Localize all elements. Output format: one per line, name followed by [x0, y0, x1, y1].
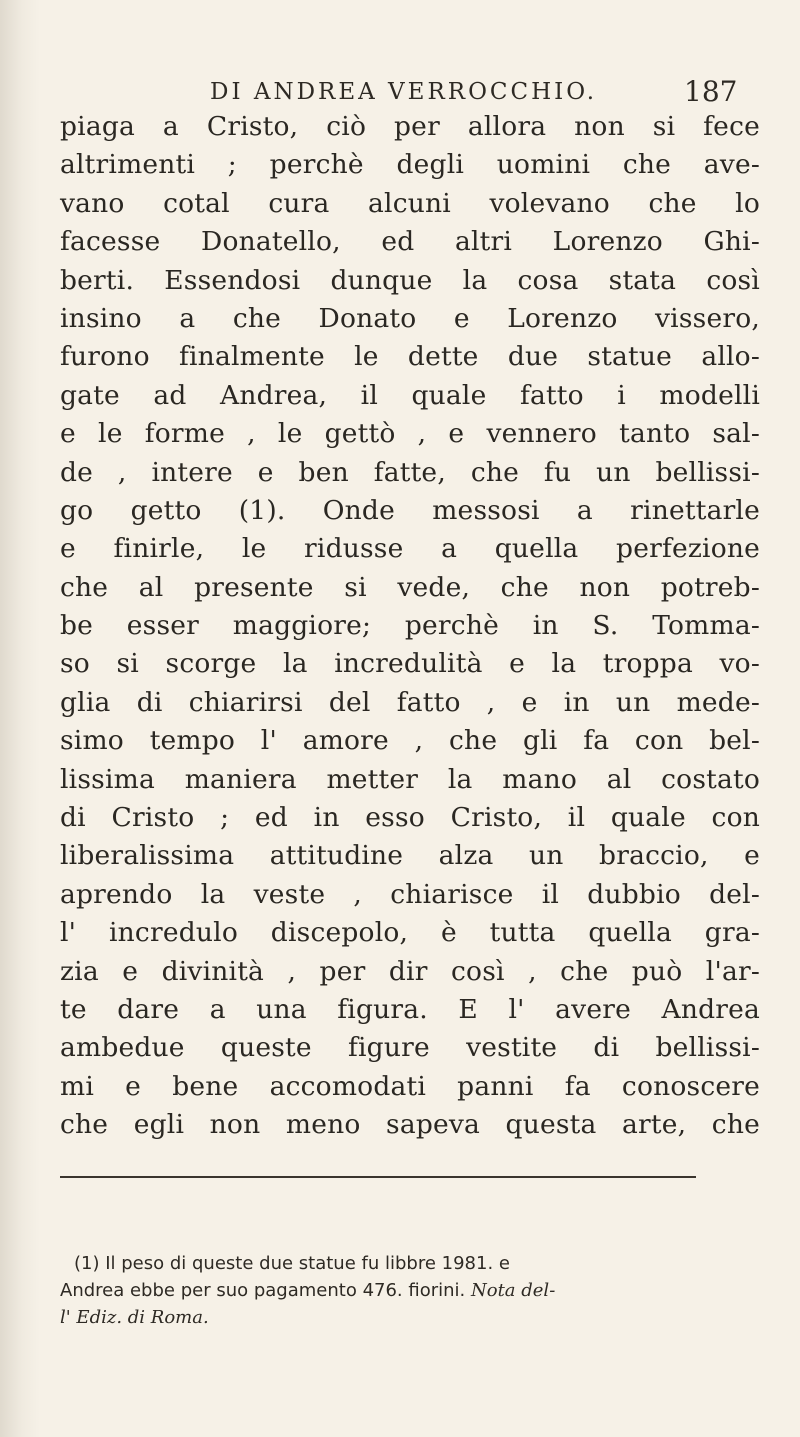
text-line: be esser maggiore; perchè in S. Tomma-: [60, 610, 760, 642]
text-line: altrimenti ; perchè degli uomini che ave-: [60, 149, 760, 181]
footnote-line: (1) Il peso di queste due statue fu libbre 1981. e: [74, 1253, 510, 1274]
text-line: mi e bene accomodati panni fa conoscere: [60, 1070, 760, 1102]
text-line: e finirle, le ridusse a quella perfezione: [60, 533, 760, 565]
text-line: piaga a Cristo, ciò per allora non si fece: [60, 111, 760, 142]
text-line: liberalissima attitudine alza un braccio, e: [60, 840, 760, 872]
text-line: te dare a una figura. E l' avere Andrea: [60, 993, 760, 1025]
footnote: [60, 1250, 760, 1331]
text-line: zia e divinità , per dir così , che può l'ar-: [60, 955, 760, 987]
main-text: [60, 108, 760, 1145]
text-line: glia di chiarirsi del fatto , e in un mede-: [60, 686, 760, 718]
text-line: lissima maniera metter la mano al costato: [60, 763, 760, 795]
footnote-divider: [60, 1176, 696, 1178]
text-line: go getto (1). Onde messosi a rinettarle: [60, 494, 760, 526]
text-line: vano cotal cura alcuni volevano che lo: [60, 187, 760, 219]
text-line: furono finalmente le dette due statue allo-: [60, 341, 760, 373]
footnote-text: Andrea ebbe per suo pagamento 476. fiorini.: [60, 1280, 466, 1301]
footnote-edition-label: l' Ediz. di Roma.: [60, 1307, 209, 1328]
text-line: de , intere e ben fatte, che fu un bellissi-: [60, 456, 760, 488]
text-line: che al presente si vede, che non potreb-: [60, 571, 760, 603]
text-line: insino a che Donato e Lorenzo vissero,: [60, 302, 760, 334]
footnote-line: [60, 1277, 760, 1304]
page-number: 187: [684, 75, 738, 108]
text-line: so si scorge la incredulità e la troppa vo-: [60, 648, 760, 680]
running-title: DI ANDREA VERROCCHIO.: [210, 79, 598, 105]
footnote-note-label: Nota del-: [470, 1280, 556, 1301]
text-line: e le forme , le gettò , e vennero tanto sal-: [60, 418, 760, 450]
text-line: l' incredulo discepolo, è tutta quella gra-: [60, 917, 760, 949]
text-line: di Cristo ; ed in esso Cristo, il quale con: [60, 802, 760, 834]
text-line: facesse Donatello, ed altri Lorenzo Ghi-: [60, 226, 760, 258]
text-line: berti. Essendosi dunque la cosa stata così: [60, 264, 760, 296]
text-line: simo tempo l' amore , che gli fa con bel-: [60, 725, 760, 757]
text-line: ambedue queste figure vestite di bellissi-: [60, 1032, 760, 1064]
text-line: gate ad Andrea, il quale fatto i modelli: [60, 379, 760, 411]
text-line: che egli non meno sapeva questa arte, che: [60, 1109, 760, 1141]
text-line: aprendo la veste , chiarisce il dubbio del-: [60, 878, 760, 910]
